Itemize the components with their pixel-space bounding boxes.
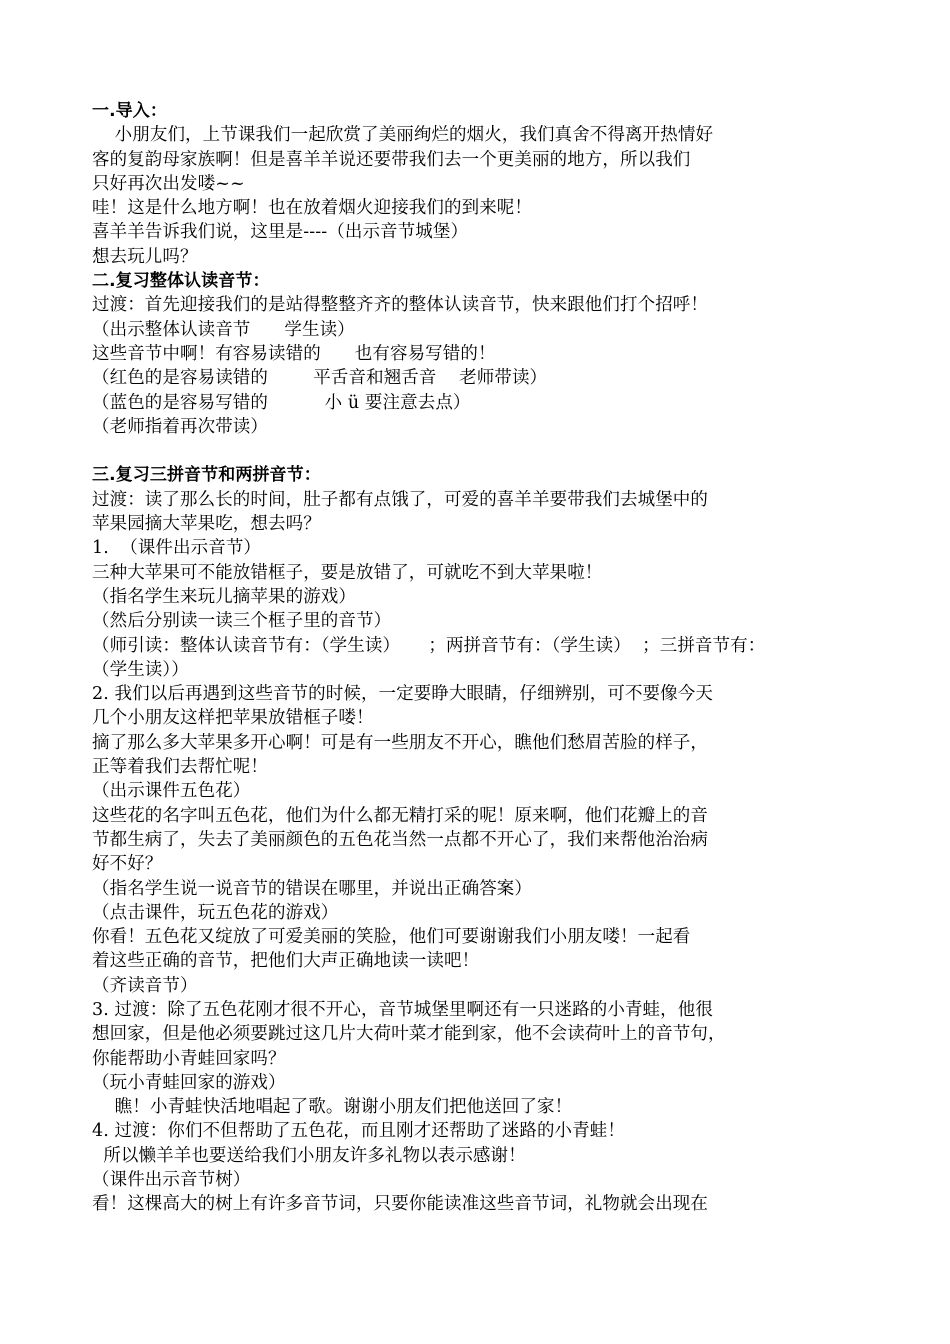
paragraph-line: 1. （课件出示音节） xyxy=(92,538,262,559)
paragraph-line: （学生读）） xyxy=(92,659,189,680)
document-page xyxy=(92,99,872,1217)
paragraph-line: （指名学生来玩儿摘苹果的游戏） xyxy=(92,586,356,607)
paragraph-line: （然后分别读一读三个框子里的音节） xyxy=(92,611,392,632)
paragraph-line: 你能帮助小青蛙回家吗？ xyxy=(92,1048,286,1069)
paragraph-line: 正等着我们去帮忙呢！ xyxy=(92,757,268,778)
paragraph-line: 客的复韵母家族啊！但是喜羊羊说还要带我们去一个更美丽的地方，所以我们 xyxy=(92,149,691,170)
paragraph-line: 只好再次出发喽~~ xyxy=(92,173,245,194)
section-heading-review-whole: 二.复习整体认读音节： xyxy=(92,271,270,292)
paragraph-line: 瞧！小青蛙快活地唱起了歌。谢谢小朋友们把他送回了家！ xyxy=(92,1097,573,1118)
paragraph-line: 哇！这是什么地方啊！也在放着烟火迎接我们的到来呢！ xyxy=(92,198,532,219)
paragraph-line: 摘了那么多大苹果多开心啊！可是有一些朋友不开心，瞧他们愁眉苦脸的样子， xyxy=(92,732,708,753)
paragraph-line: 苹果园摘大苹果吃，想去吗？ xyxy=(92,514,321,535)
paragraph-line: 3. 过渡：除了五色花刚才很不开心，音节城堡里啊还有一只迷路的小青蛙，他很 xyxy=(92,999,713,1020)
paragraph-line: 想去玩儿吗？ xyxy=(92,246,198,267)
blank-line xyxy=(92,439,872,463)
paragraph-line: （老师指着再次带读） xyxy=(92,416,268,437)
paragraph-line: （师引读：整体认读音节有：（学生读） ；两拼音节有：（学生读） ；三拼音节有： xyxy=(92,635,766,656)
paragraph-line: 4. 过渡：你们不但帮助了五色花，而且刚才还帮助了迷路的小青蛙！ xyxy=(92,1121,625,1142)
paragraph-line: （齐读音节） xyxy=(92,975,198,996)
section-heading-review-syllables: 三.复习三拼音节和两拼音节： xyxy=(92,465,321,486)
paragraph-line: 这些花的名字叫五色花，他们为什么都无精打采的呢！原来啊，他们花瓣上的音 xyxy=(92,805,708,826)
paragraph-line: 想回家，但是他必须要跳过这几片大荷叶菜才能到家，他不会读荷叶上的音节句， xyxy=(92,1024,726,1045)
paragraph-line: 你看！五色花又绽放了可爱美丽的笑脸，他们可要谢谢我们小朋友喽！一起看 xyxy=(92,927,691,948)
paragraph-line: 过渡：读了那么长的时间，肚子都有点饿了，可爱的喜羊羊要带我们去城堡中的 xyxy=(92,489,708,510)
paragraph-line: 节都生病了，失去了美丽颜色的五色花当然一点都不开心了，我们来帮他治治病 xyxy=(92,829,708,850)
paragraph-line: （玩小青蛙回家的游戏） xyxy=(92,1072,286,1093)
paragraph-line: 几个小朋友这样把苹果放错框子喽！ xyxy=(92,708,374,729)
paragraph-line: （出示课件五色花） xyxy=(92,781,251,802)
paragraph-line: 所以懒羊羊也要送给我们小朋友许多礼物以表示感谢！ xyxy=(92,1145,526,1166)
paragraph-line: （出示整体认读音节 学生读） xyxy=(92,319,355,340)
paragraph-line: 过渡：首先迎接我们的是站得整整齐齐的整体认读音节，快来跟他们打个招呼！ xyxy=(92,295,708,316)
paragraph-line: （课件出示音节树） xyxy=(92,1170,251,1191)
paragraph-line: 着这些正确的音节，把他们大声正确地读一读吧！ xyxy=(92,951,480,972)
paragraph-line: （点击课件，玩五色花的游戏） xyxy=(92,902,339,923)
paragraph-line: 喜羊羊告诉我们说，这里是----（出示音节城堡） xyxy=(92,222,469,243)
paragraph-line: 2. 我们以后再遇到这些音节的时候，一定要睁大眼睛，仔细辨别，可不要像今天 xyxy=(92,684,713,705)
paragraph-line: 三种大苹果可不能放错框子，要是放错了，可就吃不到大苹果啦！ xyxy=(92,562,603,583)
paragraph-line: 小朋友们，上节课我们一起欣赏了美丽绚烂的烟火，我们真舍不得离开热情好 xyxy=(92,125,714,146)
paragraph-line: （蓝色的是容易写错的 小 ü 要注意去点） xyxy=(92,392,471,413)
paragraph-line: （指名学生说一说音节的错误在哪里，并说出正确答案） xyxy=(92,878,532,899)
paragraph-line: （红色的是容易读错的 平舌音和翘舌音 老师带读） xyxy=(92,368,548,389)
section-heading-intro: 一.导入： xyxy=(92,101,167,121)
paragraph-line: 看！这棵高大的树上有许多音节词，只要你能读准这些音节词，礼物就会出现在 xyxy=(92,1194,708,1215)
paragraph-line: 好不好？ xyxy=(92,854,163,875)
paragraph-line: 这些音节中啊！有容易读错的 也有容易写错的！ xyxy=(92,343,496,364)
